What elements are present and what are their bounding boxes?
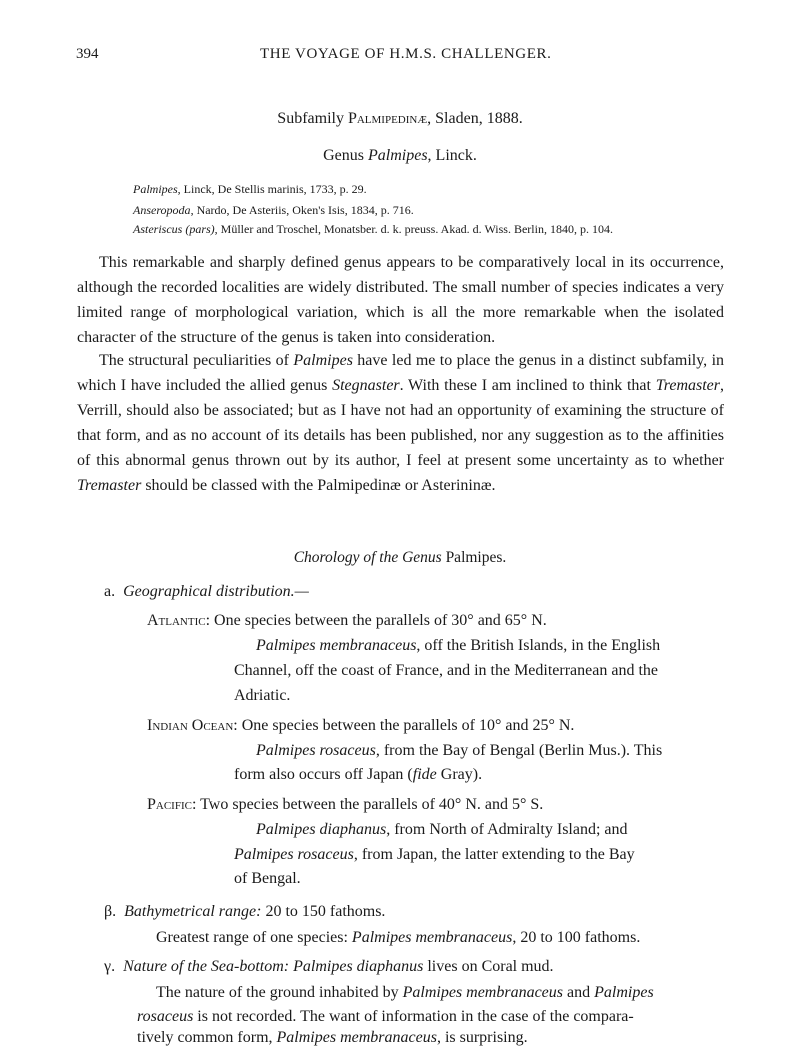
- chorology-title-roman: Palmipes.: [441, 549, 507, 566]
- text-run: , is surprising.: [436, 1029, 528, 1046]
- subfamily-name: Palmipedinæ: [347, 110, 428, 127]
- synonym-name: Asteriscus (pars): [133, 222, 215, 236]
- running-title: THE VOYAGE OF H.M.S. CHALLENGER.: [260, 46, 552, 62]
- atlantic-line-1: [256, 637, 660, 655]
- paragraph-text: This remarkable and sharply defined genus appears to be comparatively local in its occurrence, although the recorded localities are widely distributed. The small number of species indicates a very limited range of morphological variation, which is all the more remarkable when the isolated character of the structure of the genus is taken into consideration.: [77, 254, 724, 346]
- bathy-heading: [104, 903, 385, 921]
- genus-italic: Palmipes: [293, 352, 353, 369]
- region-summary: : One species between the parallels of 10° and 25° N.: [233, 717, 575, 734]
- genus-italic: Stegnaster: [332, 377, 400, 394]
- synonym-entry: [133, 203, 414, 218]
- species-name: Palmipes membranaceus: [276, 1029, 437, 1046]
- region-label: Pacific: [147, 796, 192, 813]
- genus-italic: Tremaster: [655, 377, 720, 394]
- italic-term: fide: [412, 766, 437, 783]
- region-summary: : Two species between the parallels of 40° N. and 5° S.: [191, 796, 544, 813]
- species-name: rosaceus: [137, 1008, 194, 1025]
- seabottom-line-3: [137, 1008, 634, 1026]
- text-run: , off the British Islands, in the English: [416, 637, 661, 654]
- text-run: have led me to place the genus in a distinct subfamily, in which I have included the allied genus: [77, 352, 725, 394]
- paragraph-text: [77, 348, 724, 498]
- text-run: The structural peculiarities of: [99, 352, 294, 369]
- section-marker: a.: [104, 583, 116, 600]
- indian-line-1: [256, 742, 662, 760]
- synonym-entry: [133, 182, 367, 197]
- species-name: Palmipes membranaceus: [351, 929, 513, 946]
- seabottom-line-2: [156, 984, 654, 1002]
- chorology-title-italic: Chorology of the Genus: [293, 549, 442, 566]
- text-run: The nature of the ground inhabited by: [156, 984, 403, 1001]
- body-paragraph-1: [77, 250, 724, 350]
- text-run: form also occurs off Japan (: [234, 766, 413, 783]
- section-value: lives on Coral mud.: [423, 958, 554, 975]
- text-run: Gray).: [436, 766, 483, 783]
- pacific-line-1: [256, 821, 628, 839]
- subfamily-heading: [0, 110, 800, 128]
- indian-summary: [147, 717, 574, 735]
- synonym-entry: [133, 222, 613, 237]
- genus-italic: Tremaster: [77, 477, 142, 494]
- subfamily-prefix: Subfamily: [277, 110, 344, 127]
- region-summary: : One species between the parallels of 30° and 65° N.: [205, 612, 547, 629]
- genus-prefix: Genus: [323, 147, 364, 164]
- genus-heading: [0, 147, 800, 165]
- text-run: tively common form,: [137, 1029, 277, 1046]
- body-paragraph-2: [77, 348, 724, 498]
- text-run: and: [563, 984, 595, 1001]
- text-run: should be classed with the Palmipedinæ or Asterininæ.: [141, 477, 496, 494]
- section-value: 20 to 150 fathoms.: [261, 903, 386, 920]
- section-marker: β.: [104, 903, 117, 920]
- species-name: Palmipes diaphanus: [256, 821, 387, 838]
- subfamily-author: , Sladen, 1888.: [427, 110, 523, 127]
- page-number: 394: [76, 46, 99, 62]
- section-heading: Nature of the Sea-bottom:: [123, 958, 290, 975]
- synonym-citation: , Nardo, De Asteriis, Oken's Isis, 1834, p. 716.: [190, 203, 414, 217]
- pacific-summary: [147, 796, 543, 814]
- geo-heading: [104, 583, 309, 601]
- text-run: , Verrill, should also be associated; but as I have not had an opportunity of examining the structure of that form, and as no account of its details has been published, nor any suggestion as to the affinities of this abnormal genus thrown out by its author, I feel at present some uncertainty as to whether: [77, 377, 724, 469]
- indian-line-2: [234, 766, 482, 784]
- pacific-line-3: of Bengal.: [234, 870, 301, 887]
- synonym-citation: , Linck, De Stellis marinis, 1733, p. 29.: [177, 182, 367, 196]
- species-name: Palmipes membranaceus: [402, 984, 564, 1001]
- seabottom-heading: [104, 958, 554, 976]
- atlantic-line-3: Adriatic.: [234, 687, 291, 704]
- atlantic-summary: [147, 612, 547, 630]
- text-run: , from the Bay of Bengal (Berlin Mus.). This: [375, 742, 663, 759]
- synonym-name: Anseropoda: [133, 203, 191, 217]
- text-run: , 20 to 100 fathoms.: [512, 929, 641, 946]
- synonym-citation: , Müller and Troschel, Monatsber. d. k. preuss. Akad. d. Wiss. Berlin, 1840, p. 104.: [214, 222, 613, 236]
- region-label: Indian Ocean: [147, 717, 234, 734]
- chorology-heading: [0, 549, 800, 567]
- genus-author: , Linck.: [427, 147, 477, 164]
- species-name: Palmipes: [594, 984, 654, 1001]
- section-heading: Geographical distribution.—: [123, 583, 309, 600]
- seabottom-line-4: [137, 1029, 528, 1047]
- region-label: Atlantic: [147, 612, 206, 629]
- bathy-line-2: [156, 929, 640, 947]
- species-name: Palmipes diaphanus: [293, 958, 424, 975]
- section-heading: Bathymetrical range:: [124, 903, 262, 920]
- text-run: is not recorded. The want of information in the case of the compara-: [193, 1008, 634, 1025]
- text-run: . With these I am inclined to think that: [399, 377, 656, 394]
- species-name: Palmipes membranaceus: [256, 637, 417, 654]
- synonym-name: Palmipes: [133, 182, 178, 196]
- atlantic-line-2: Channel, off the coast of France, and in the Mediterranean and the: [234, 662, 658, 679]
- pacific-line-2: [234, 846, 635, 864]
- species-name: Palmipes rosaceus: [234, 846, 354, 863]
- section-marker: γ.: [104, 958, 116, 975]
- text-run: , from Japan, the latter extending to the Bay: [353, 846, 635, 863]
- text-run: Greatest range of one species:: [156, 929, 352, 946]
- species-name: Palmipes rosaceus: [256, 742, 376, 759]
- text-run: , from North of Admiralty Island; and: [386, 821, 628, 838]
- genus-name: Palmipes: [368, 147, 428, 164]
